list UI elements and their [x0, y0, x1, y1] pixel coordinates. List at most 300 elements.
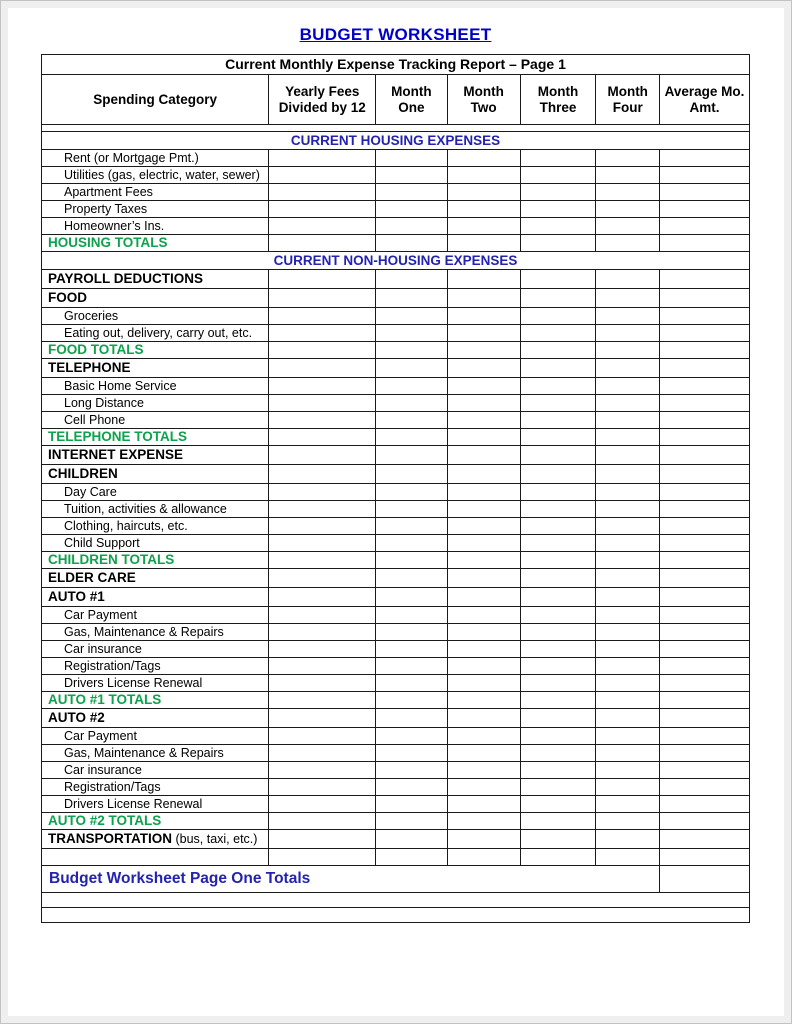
value-cell[interactable] — [660, 289, 750, 308]
value-cell[interactable] — [447, 830, 520, 849]
value-cell[interactable] — [660, 728, 750, 745]
value-cell[interactable] — [520, 658, 596, 675]
value-cell[interactable] — [520, 796, 596, 813]
value-cell[interactable] — [447, 813, 520, 830]
column-header-6: Average Mo. Amt. — [660, 75, 750, 125]
page-title: BUDGET WORKSHEET — [299, 25, 492, 44]
value-cell[interactable] — [376, 745, 448, 762]
value-cell[interactable] — [269, 569, 376, 588]
value-cell[interactable] — [269, 342, 376, 359]
value-cell[interactable] — [269, 167, 376, 184]
value-cell[interactable] — [376, 465, 448, 484]
value-cell[interactable] — [660, 325, 750, 342]
value-cell[interactable] — [376, 484, 448, 501]
value-cell[interactable] — [660, 866, 750, 893]
value-cell[interactable] — [269, 552, 376, 569]
row-6-item — [42, 218, 750, 235]
value-cell[interactable] — [447, 342, 520, 359]
value-cell[interactable] — [596, 412, 660, 429]
value-cell[interactable] — [269, 218, 376, 235]
value-cell[interactable] — [520, 745, 596, 762]
value-cell[interactable] — [269, 535, 376, 552]
column-header-1: Yearly Fees Divided by 12 — [269, 75, 376, 125]
value-cell[interactable] — [376, 607, 448, 624]
value-cell[interactable] — [520, 429, 596, 446]
value-cell[interactable] — [269, 501, 376, 518]
value-cell[interactable] — [520, 675, 596, 692]
value-cell[interactable] — [596, 849, 660, 866]
value-cell[interactable] — [269, 692, 376, 709]
value-cell[interactable] — [596, 378, 660, 395]
row-label: Apartment Fees — [42, 184, 269, 201]
row-41-category_mixed — [42, 830, 750, 849]
row-27-category — [42, 588, 750, 607]
row-label: Eating out, delivery, carry out, etc. — [42, 325, 269, 342]
row-15-item — [42, 378, 750, 395]
value-cell[interactable] — [447, 518, 520, 535]
value-cell[interactable] — [660, 830, 750, 849]
value-cell[interactable] — [376, 289, 448, 308]
value-cell[interactable] — [596, 552, 660, 569]
value-cell[interactable] — [596, 658, 660, 675]
value-cell[interactable] — [376, 218, 448, 235]
value-cell[interactable] — [376, 779, 448, 796]
section-header: CURRENT HOUSING EXPENSES — [42, 132, 750, 150]
value-cell[interactable] — [376, 235, 448, 252]
row-label: CHILDREN — [42, 465, 269, 484]
value-cell[interactable] — [596, 779, 660, 796]
value-cell[interactable] — [447, 849, 520, 866]
value-cell[interactable] — [520, 779, 596, 796]
value-cell[interactable] — [520, 201, 596, 218]
value-cell[interactable] — [447, 607, 520, 624]
value-cell[interactable] — [596, 325, 660, 342]
value-cell[interactable] — [596, 501, 660, 518]
value-cell[interactable] — [447, 308, 520, 325]
value-cell[interactable] — [660, 675, 750, 692]
value-cell[interactable] — [660, 429, 750, 446]
value-cell[interactable] — [447, 709, 520, 728]
value-cell[interactable] — [596, 289, 660, 308]
value-cell[interactable] — [660, 849, 750, 866]
value-cell[interactable] — [269, 641, 376, 658]
value-cell[interactable] — [269, 849, 376, 866]
row-label: Long Distance — [42, 395, 269, 412]
value-cell[interactable] — [660, 184, 750, 201]
value-cell[interactable] — [660, 446, 750, 465]
value-cell[interactable] — [520, 289, 596, 308]
row-label-main: TRANSPORTATION — [48, 831, 172, 847]
value-cell[interactable] — [520, 535, 596, 552]
value-cell[interactable] — [520, 552, 596, 569]
value-cell[interactable] — [520, 607, 596, 624]
value-cell[interactable] — [447, 624, 520, 641]
value-cell[interactable] — [520, 518, 596, 535]
row-24-item — [42, 535, 750, 552]
value-cell[interactable] — [269, 762, 376, 779]
value-cell[interactable] — [269, 830, 376, 849]
value-cell[interactable] — [660, 813, 750, 830]
value-cell[interactable] — [447, 412, 520, 429]
value-cell[interactable] — [660, 518, 750, 535]
value-cell[interactable] — [376, 446, 448, 465]
value-cell[interactable] — [596, 745, 660, 762]
value-cell[interactable] — [660, 658, 750, 675]
value-cell[interactable] — [660, 607, 750, 624]
row-label: Registration/Tags — [42, 658, 269, 675]
table-head — [42, 55, 750, 125]
value-cell[interactable] — [520, 308, 596, 325]
value-cell[interactable] — [520, 395, 596, 412]
value-cell[interactable] — [660, 501, 750, 518]
value-cell[interactable] — [596, 830, 660, 849]
value-cell[interactable] — [376, 552, 448, 569]
budget-worksheet-table — [41, 54, 750, 923]
value-cell[interactable] — [596, 641, 660, 658]
value-cell[interactable] — [376, 201, 448, 218]
value-cell[interactable] — [376, 692, 448, 709]
value-cell[interactable] — [520, 624, 596, 641]
value-cell[interactable] — [376, 325, 448, 342]
value-cell[interactable] — [596, 484, 660, 501]
value-cell[interactable] — [269, 813, 376, 830]
value-cell[interactable] — [269, 709, 376, 728]
value-cell[interactable] — [447, 465, 520, 484]
value-cell[interactable] — [376, 624, 448, 641]
row-label: AUTO #2 TOTALS — [42, 813, 269, 830]
value-cell[interactable] — [520, 446, 596, 465]
row-37-item — [42, 762, 750, 779]
value-cell[interactable] — [596, 270, 660, 289]
value-cell[interactable] — [660, 641, 750, 658]
value-cell[interactable] — [520, 849, 596, 866]
value-cell[interactable] — [520, 218, 596, 235]
value-cell[interactable] — [520, 235, 596, 252]
value-cell[interactable] — [520, 830, 596, 849]
value-cell[interactable] — [447, 552, 520, 569]
value-cell[interactable] — [447, 569, 520, 588]
value-cell[interactable] — [520, 588, 596, 607]
value-cell[interactable] — [376, 728, 448, 745]
value-cell[interactable] — [269, 201, 376, 218]
spacer-row-cell — [42, 893, 750, 908]
value-cell[interactable] — [520, 762, 596, 779]
value-cell[interactable] — [520, 378, 596, 395]
row-label: HOUSING TOTALS — [42, 235, 269, 252]
value-cell[interactable] — [660, 745, 750, 762]
value-cell[interactable] — [447, 728, 520, 745]
value-cell[interactable] — [269, 150, 376, 167]
value-cell[interactable] — [376, 378, 448, 395]
value-cell[interactable] — [596, 342, 660, 359]
value-cell[interactable] — [660, 412, 750, 429]
value-cell[interactable] — [376, 150, 448, 167]
row-label: Registration/Tags — [42, 779, 269, 796]
row-label — [42, 849, 269, 866]
column-header-0: Spending Category — [42, 75, 269, 125]
value-cell[interactable] — [376, 830, 448, 849]
row-label: Child Support — [42, 535, 269, 552]
value-cell[interactable] — [269, 446, 376, 465]
row-10-category — [42, 289, 750, 308]
value-cell[interactable] — [447, 150, 520, 167]
value-cell[interactable] — [520, 484, 596, 501]
value-cell[interactable] — [269, 235, 376, 252]
row-12-item — [42, 325, 750, 342]
value-cell[interactable] — [269, 412, 376, 429]
row-label: Drivers License Renewal — [42, 675, 269, 692]
grand-total-label: Budget Worksheet Page One Totals — [42, 866, 660, 893]
value-cell[interactable] — [596, 518, 660, 535]
value-cell[interactable] — [269, 728, 376, 745]
row-22-item — [42, 501, 750, 518]
row-26-category — [42, 569, 750, 588]
value-cell[interactable] — [447, 167, 520, 184]
value-cell[interactable] — [520, 412, 596, 429]
value-cell[interactable] — [376, 658, 448, 675]
row-44-pad — [42, 893, 750, 908]
value-cell[interactable] — [376, 342, 448, 359]
value-cell[interactable] — [376, 518, 448, 535]
value-cell[interactable] — [596, 813, 660, 830]
value-cell[interactable] — [596, 150, 660, 167]
row-0-gap — [42, 125, 750, 132]
value-cell[interactable] — [660, 395, 750, 412]
value-cell[interactable] — [520, 813, 596, 830]
value-cell[interactable] — [660, 270, 750, 289]
row-label: FOOD — [42, 289, 269, 308]
value-cell[interactable] — [520, 501, 596, 518]
value-cell[interactable] — [660, 796, 750, 813]
value-cell[interactable] — [660, 308, 750, 325]
value-cell[interactable] — [376, 709, 448, 728]
value-cell[interactable] — [376, 796, 448, 813]
row-label: TELEPHONE TOTALS — [42, 429, 269, 446]
value-cell[interactable] — [660, 235, 750, 252]
value-cell[interactable] — [447, 359, 520, 378]
value-cell[interactable] — [376, 395, 448, 412]
value-cell[interactable] — [376, 569, 448, 588]
value-cell[interactable] — [596, 359, 660, 378]
value-cell[interactable] — [596, 762, 660, 779]
value-cell[interactable] — [660, 465, 750, 484]
value-cell[interactable] — [269, 518, 376, 535]
value-cell[interactable] — [447, 218, 520, 235]
value-cell[interactable] — [447, 675, 520, 692]
value-cell[interactable] — [520, 342, 596, 359]
value-cell[interactable] — [447, 641, 520, 658]
value-cell[interactable] — [660, 484, 750, 501]
row-34-category — [42, 709, 750, 728]
value-cell[interactable] — [376, 184, 448, 201]
value-cell[interactable] — [596, 218, 660, 235]
value-cell[interactable] — [269, 675, 376, 692]
value-cell[interactable] — [660, 218, 750, 235]
value-cell[interactable] — [660, 588, 750, 607]
value-cell[interactable] — [447, 779, 520, 796]
value-cell[interactable] — [376, 588, 448, 607]
value-cell[interactable] — [660, 624, 750, 641]
value-cell[interactable] — [596, 395, 660, 412]
value-cell[interactable] — [596, 429, 660, 446]
value-cell[interactable] — [447, 184, 520, 201]
value-cell[interactable] — [269, 308, 376, 325]
value-cell[interactable] — [596, 569, 660, 588]
row-11-item — [42, 308, 750, 325]
value-cell[interactable] — [447, 588, 520, 607]
value-cell[interactable] — [596, 184, 660, 201]
value-cell[interactable] — [447, 501, 520, 518]
value-cell[interactable] — [520, 359, 596, 378]
value-cell[interactable] — [520, 728, 596, 745]
value-cell[interactable] — [269, 359, 376, 378]
value-cell[interactable] — [596, 308, 660, 325]
value-cell[interactable] — [269, 270, 376, 289]
value-cell[interactable] — [269, 779, 376, 796]
value-cell[interactable] — [660, 569, 750, 588]
row-7-total — [42, 235, 750, 252]
value-cell[interactable] — [447, 201, 520, 218]
row-32-item — [42, 675, 750, 692]
value-cell[interactable] — [269, 325, 376, 342]
value-cell[interactable] — [376, 412, 448, 429]
value-cell[interactable] — [376, 308, 448, 325]
value-cell[interactable] — [596, 588, 660, 607]
value-cell[interactable] — [596, 675, 660, 692]
value-cell[interactable] — [447, 235, 520, 252]
value-cell[interactable] — [269, 745, 376, 762]
value-cell[interactable] — [269, 429, 376, 446]
row-label: Clothing, haircuts, etc. — [42, 518, 269, 535]
row-5-item — [42, 201, 750, 218]
value-cell[interactable] — [447, 378, 520, 395]
value-cell[interactable] — [447, 289, 520, 308]
value-cell[interactable] — [596, 709, 660, 728]
value-cell[interactable] — [269, 624, 376, 641]
row-label: Car insurance — [42, 641, 269, 658]
value-cell[interactable] — [447, 796, 520, 813]
value-cell[interactable] — [596, 607, 660, 624]
row-label: AUTO #1 — [42, 588, 269, 607]
value-cell[interactable] — [447, 658, 520, 675]
value-cell[interactable] — [376, 849, 448, 866]
value-cell[interactable] — [520, 709, 596, 728]
value-cell[interactable] — [520, 270, 596, 289]
value-cell[interactable] — [269, 607, 376, 624]
value-cell[interactable] — [596, 235, 660, 252]
value-cell[interactable] — [376, 675, 448, 692]
value-cell[interactable] — [660, 779, 750, 796]
value-cell[interactable] — [520, 184, 596, 201]
row-label: TELEPHONE — [42, 359, 269, 378]
value-cell[interactable] — [376, 641, 448, 658]
value-cell[interactable] — [596, 796, 660, 813]
value-cell[interactable] — [447, 535, 520, 552]
row-20-category — [42, 465, 750, 484]
value-cell[interactable] — [520, 692, 596, 709]
value-cell[interactable] — [447, 429, 520, 446]
value-cell[interactable] — [660, 342, 750, 359]
value-cell[interactable] — [269, 588, 376, 607]
value-cell[interactable] — [376, 359, 448, 378]
value-cell[interactable] — [376, 167, 448, 184]
value-cell[interactable] — [447, 270, 520, 289]
value-cell[interactable] — [660, 709, 750, 728]
report-title-row — [42, 55, 750, 75]
value-cell[interactable] — [447, 762, 520, 779]
value-cell[interactable] — [660, 692, 750, 709]
value-cell[interactable] — [376, 535, 448, 552]
value-cell[interactable] — [269, 796, 376, 813]
value-cell[interactable] — [520, 641, 596, 658]
row-label: ELDER CARE — [42, 569, 269, 588]
value-cell[interactable] — [269, 184, 376, 201]
value-cell[interactable] — [376, 501, 448, 518]
value-cell[interactable] — [596, 624, 660, 641]
column-header-2: Month One — [376, 75, 448, 125]
value-cell[interactable] — [447, 446, 520, 465]
value-cell[interactable] — [660, 378, 750, 395]
row-18-total — [42, 429, 750, 446]
row-38-item — [42, 779, 750, 796]
value-cell[interactable] — [660, 359, 750, 378]
row-14-category — [42, 359, 750, 378]
value-cell[interactable] — [520, 465, 596, 484]
value-cell[interactable] — [596, 167, 660, 184]
value-cell[interactable] — [376, 813, 448, 830]
value-cell[interactable] — [269, 658, 376, 675]
value-cell[interactable] — [520, 569, 596, 588]
row-label: Basic Home Service — [42, 378, 269, 395]
value-cell[interactable] — [596, 535, 660, 552]
value-cell[interactable] — [447, 745, 520, 762]
value-cell[interactable] — [596, 728, 660, 745]
value-cell[interactable] — [660, 150, 750, 167]
value-cell[interactable] — [520, 325, 596, 342]
value-cell[interactable] — [596, 446, 660, 465]
value-cell[interactable] — [269, 289, 376, 308]
value-cell[interactable] — [660, 167, 750, 184]
row-8-section — [42, 252, 750, 270]
value-cell[interactable] — [447, 692, 520, 709]
value-cell[interactable] — [269, 395, 376, 412]
row-28-item — [42, 607, 750, 624]
value-cell[interactable] — [596, 465, 660, 484]
row-label: Gas, Maintenance & Repairs — [42, 624, 269, 641]
row-label: Cell Phone — [42, 412, 269, 429]
value-cell[interactable] — [447, 484, 520, 501]
value-cell[interactable] — [376, 270, 448, 289]
value-cell[interactable] — [596, 692, 660, 709]
row-33-total — [42, 692, 750, 709]
value-cell[interactable] — [660, 762, 750, 779]
value-cell[interactable] — [269, 378, 376, 395]
worksheet-body — [42, 125, 750, 923]
value-cell[interactable] — [447, 325, 520, 342]
value-cell[interactable] — [447, 395, 520, 412]
value-cell[interactable] — [269, 484, 376, 501]
value-cell[interactable] — [660, 552, 750, 569]
value-cell[interactable] — [660, 201, 750, 218]
value-cell[interactable] — [520, 167, 596, 184]
row-19-category — [42, 446, 750, 465]
value-cell[interactable] — [376, 429, 448, 446]
value-cell[interactable] — [596, 201, 660, 218]
value-cell[interactable] — [269, 465, 376, 484]
value-cell[interactable] — [660, 535, 750, 552]
value-cell[interactable] — [376, 762, 448, 779]
value-cell[interactable] — [520, 150, 596, 167]
